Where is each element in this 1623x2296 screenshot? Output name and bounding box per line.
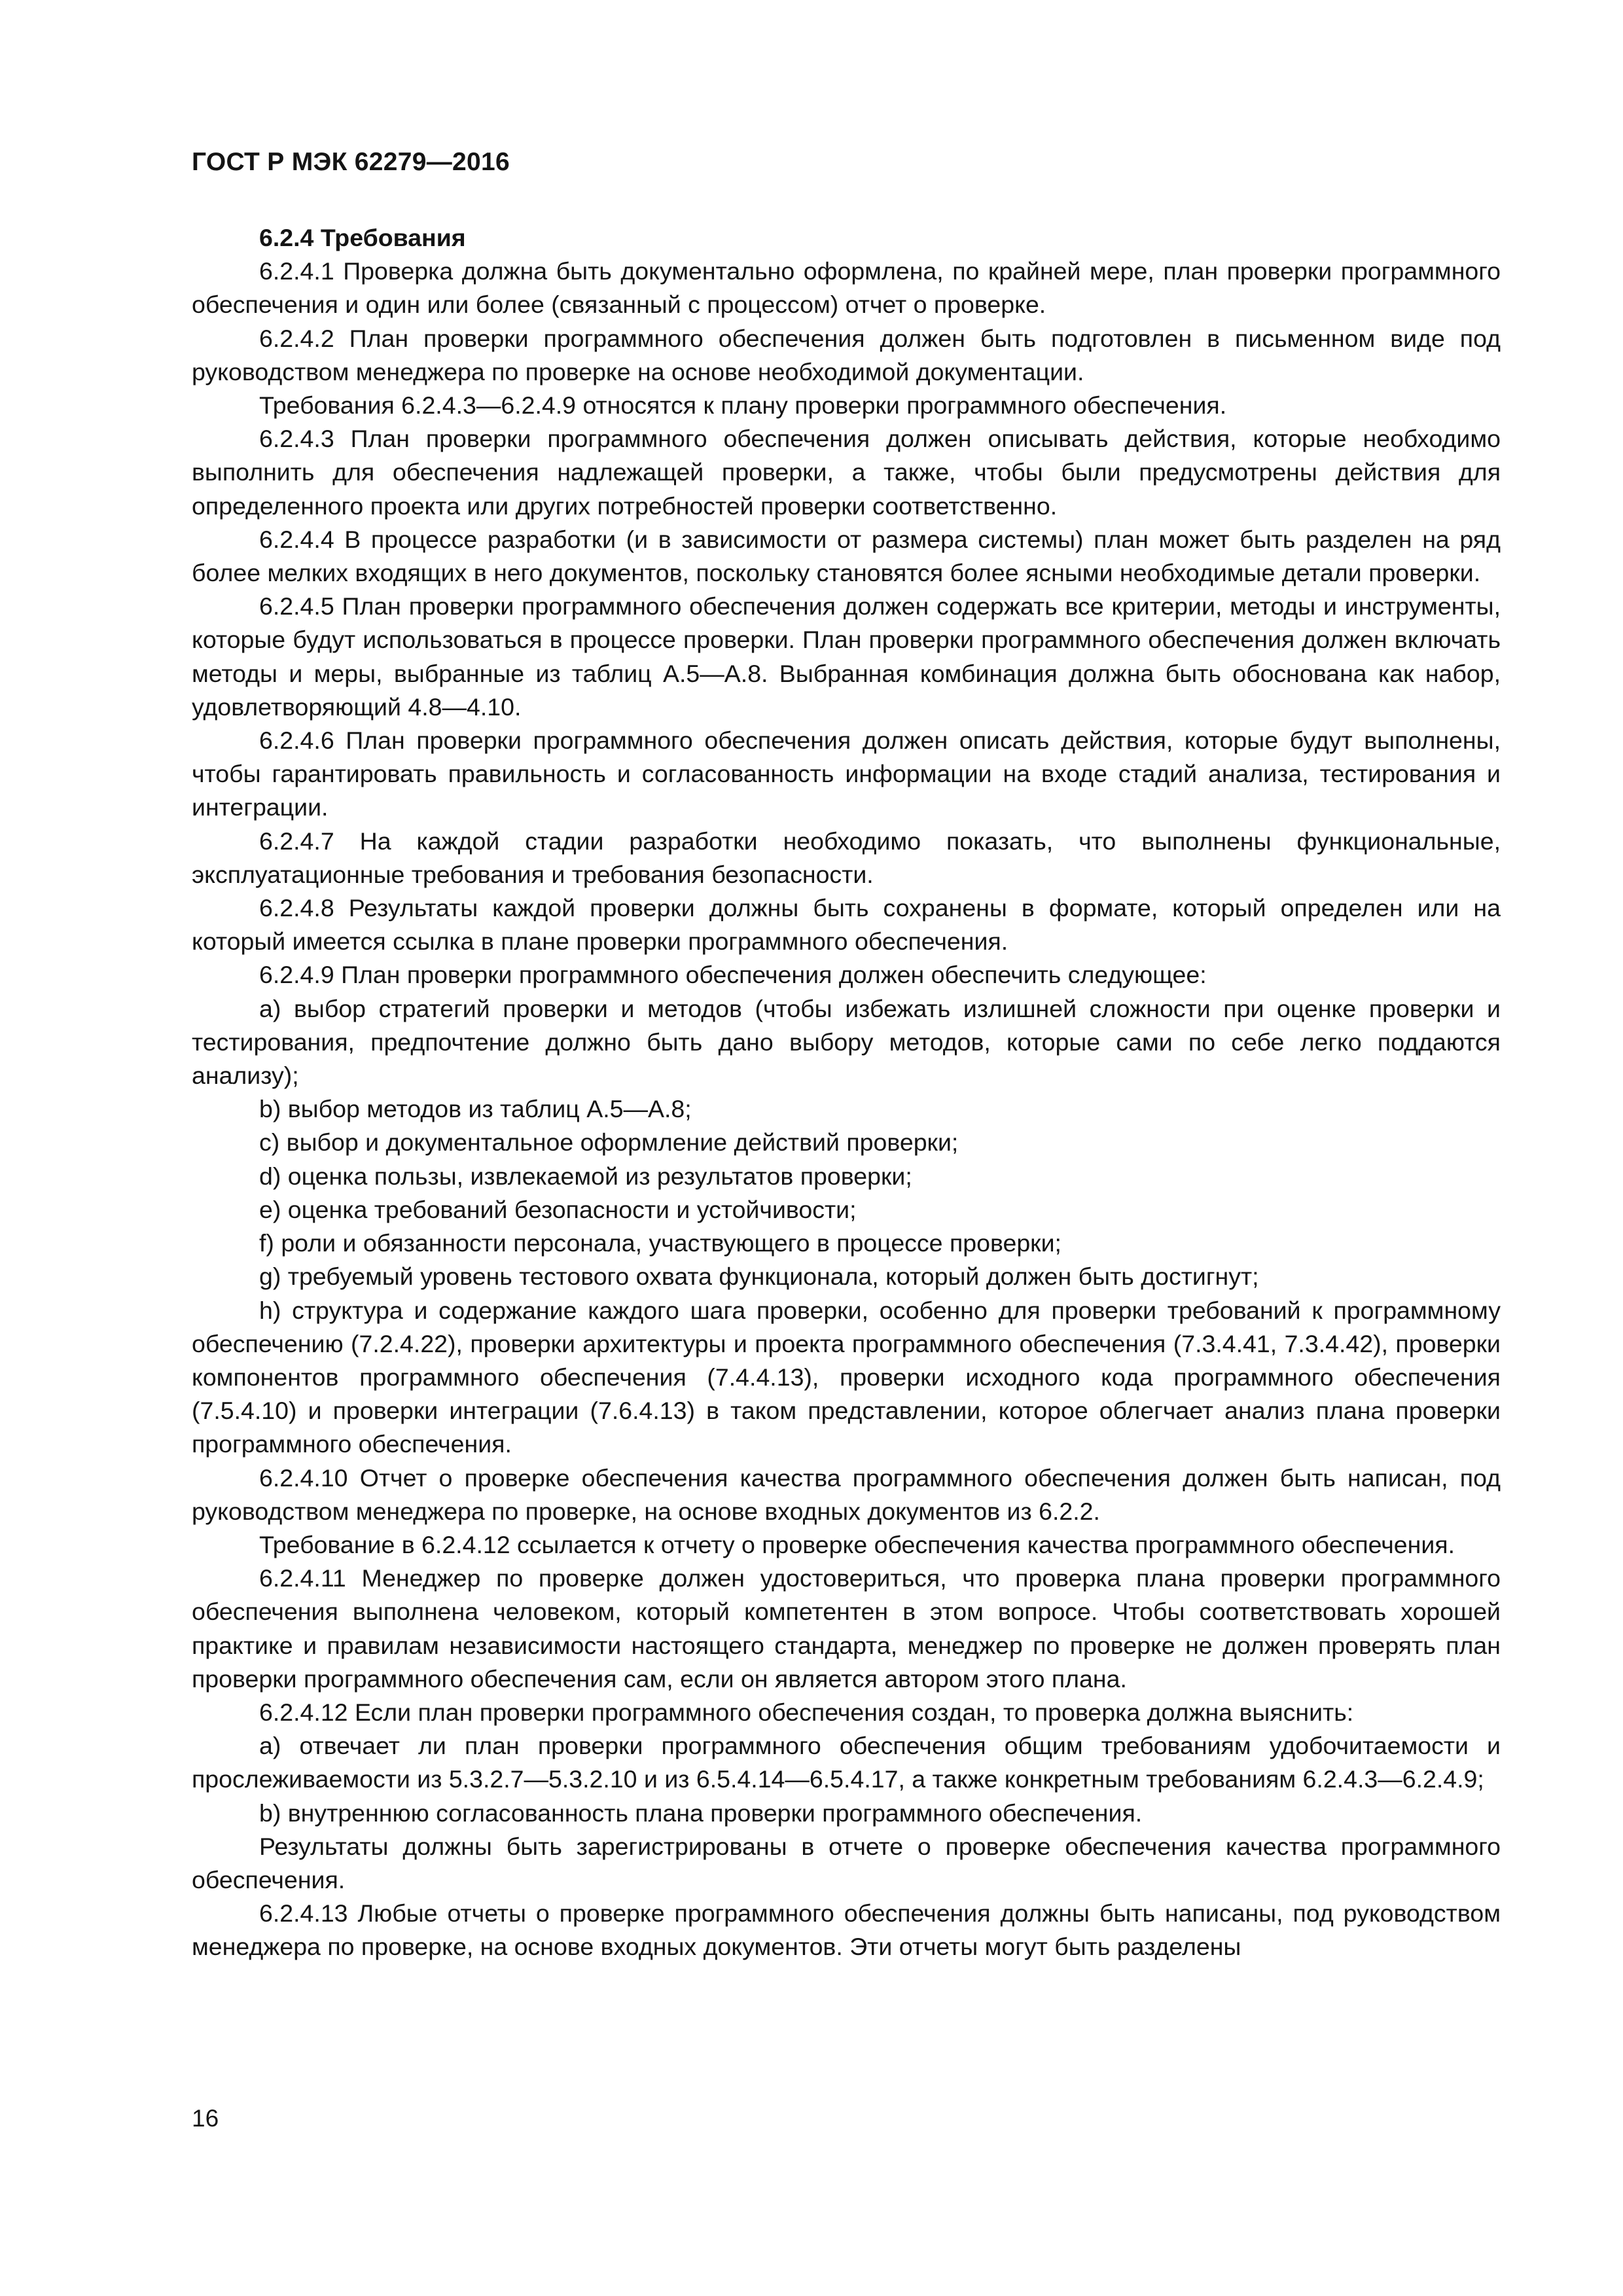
list-item: d) оценка пользы, извлекаемой из результатов проверки; <box>259 1162 912 1190</box>
paragraph: 6.2.4.10 Отчет о проверке обеспечения качества программного обеспечения должен быть написан, под руководством менеджера по проверке, на основе входных документов из 6.2.2. <box>192 1463 1501 1525</box>
paragraph: 6.2.4.5 План проверки программного обеспечения должен содержать все критерии, методы и инструменты, которые будут использоваться в процессе проверки. План проверки программного обеспечения должен включать методы и меры, выбранные из таблиц А.5—А.8. Выбранная комбинация должна быть обоснована как набор, удовлетворяющий 4.8—4.10. <box>192 592 1501 721</box>
list-item: f) роли и обязанности персонала, участвующего в процессе проверки; <box>259 1229 1061 1257</box>
list-item: e) оценка требований безопасности и устойчивости; <box>259 1195 857 1223</box>
paragraph: 6.2.4.13 Любые отчеты о проверке программного обеспечения должны быть написаны, под руководством менеджера по проверке, на основе входных документов. Эти отчеты могут быть разделены <box>192 1899 1501 1961</box>
paragraph: 6.2.4.12 Если план проверки программного обеспечения создан, то проверка должна выяснить: <box>259 1698 1354 1726</box>
list-item: a) отвечает ли план проверки программного обеспечения общим требованиям удобочитаемости и прослеживаемости из 5.3.2.7—5.3.2.10 и из 6.5.4.14—6.5.4.17, а также конкретным требованиям 6.2.4.3—6.2.4.9; <box>192 1732 1501 1793</box>
paragraph: Результаты должны быть зарегистрированы в отчете о проверке обеспечения качества программного обеспечения. <box>192 1832 1501 1893</box>
list-item: g) требуемый уровень тестового охвата функционала, который должен быть достигнут; <box>259 1263 1259 1291</box>
list-item: b) внутреннюю согласованность плана проверки программного обеспечения. <box>259 1799 1143 1827</box>
list-item: b) выбор методов из таблиц А.5—А.8; <box>259 1095 692 1123</box>
paragraph: 6.2.4.8 Результаты каждой проверки должны быть сохранены в формате, который определен или на который имеется ссылка в плане проверки программного обеспечения. <box>192 894 1501 956</box>
paragraph: 6.2.4.2 План проверки программного обеспечения должен быть подготовлен в письменном виде под руководством менеджера по проверке на основе необходимой документации. <box>192 324 1501 386</box>
paragraph: Требования 6.2.4.3—6.2.4.9 относятся к плану проверки программного обеспечения. <box>259 391 1227 420</box>
paragraph: 6.2.4.6 План проверки программного обеспечения должен описать действия, которые будут выполнены, чтобы гарантировать правильность и согласованность информации на входе стадий анализа, тестирования и интеграции. <box>192 726 1501 821</box>
document-header: ГОСТ Р МЭК 62279—2016 <box>192 148 510 176</box>
document-body <box>192 221 1501 1964</box>
section-heading: 6.2.4 Требования <box>259 224 466 251</box>
list-item: c) выбор и документальное оформление действий проверки; <box>259 1128 959 1157</box>
paragraph: 6.2.4.4 В процессе разработки (и в зависимости от размера системы) план может быть разделен на ряд более мелких входящих в него документов, поскольку становятся более ясными необходимые детали проверки. <box>192 525 1501 587</box>
paragraph: 6.2.4.9 План проверки программного обеспечения должен обеспечить следующее: <box>259 961 1207 989</box>
paragraph: 6.2.4.7 На каждой стадии разработки необходимо показать, что выполнены функциональные, эксплуатационные требования и требования безопасности. <box>192 827 1501 888</box>
list-item: a) выбор стратегий проверки и методов (чтобы избежать излишней сложности при оценке проверки и тестирования, предпочтение должно быть дано выбору методов, которые сами по себе легко поддаются анализу); <box>192 994 1501 1090</box>
paragraph: 6.2.4.1 Проверка должна быть документально оформлена, по крайней мере, план проверки программного обеспечения и один или более (связанный с процессом) отчет о проверке. <box>192 257 1501 319</box>
paragraph: Требование в 6.2.4.12 ссылается к отчету о проверке обеспечения качества программного обеспечения. <box>259 1530 1455 1558</box>
list-item: h) структура и содержание каждого шага проверки, особенно для проверки требований к программному обеспечению (7.2.4.22), проверки архитектуры и проекта программного обеспечения (7.3.4.41, 7.3.4.42), проверки компонентов программного обеспечения (7.4.4.13), проверки исходного кода программного обеспечения (7.5.4.10) и проверки интеграции (7.6.4.13) в таком представлении, которое облегчает анализ плана проверки программного обеспечения. <box>192 1296 1501 1458</box>
paragraph: 6.2.4.11 Менеджер по проверке должен удостовериться, что проверка плана проверки программного обеспечения выполнена человеком, который компетентен в этом вопросе. Чтобы соответствовать хорошей практике и правилам независимости настоящего стандарта, менеджер по проверке не должен проверять план проверки программного обеспечения сам, если он является автором этого плана. <box>192 1564 1501 1693</box>
paragraph: 6.2.4.3 План проверки программного обеспечения должен описывать действия, которые необходимо выполнить для обеспечения надлежащей проверки, а также, чтобы были предусмотрены действия для определенного проекта или других потребностей проверки соответственно. <box>192 425 1501 520</box>
page-number: 16 <box>192 2105 219 2132</box>
